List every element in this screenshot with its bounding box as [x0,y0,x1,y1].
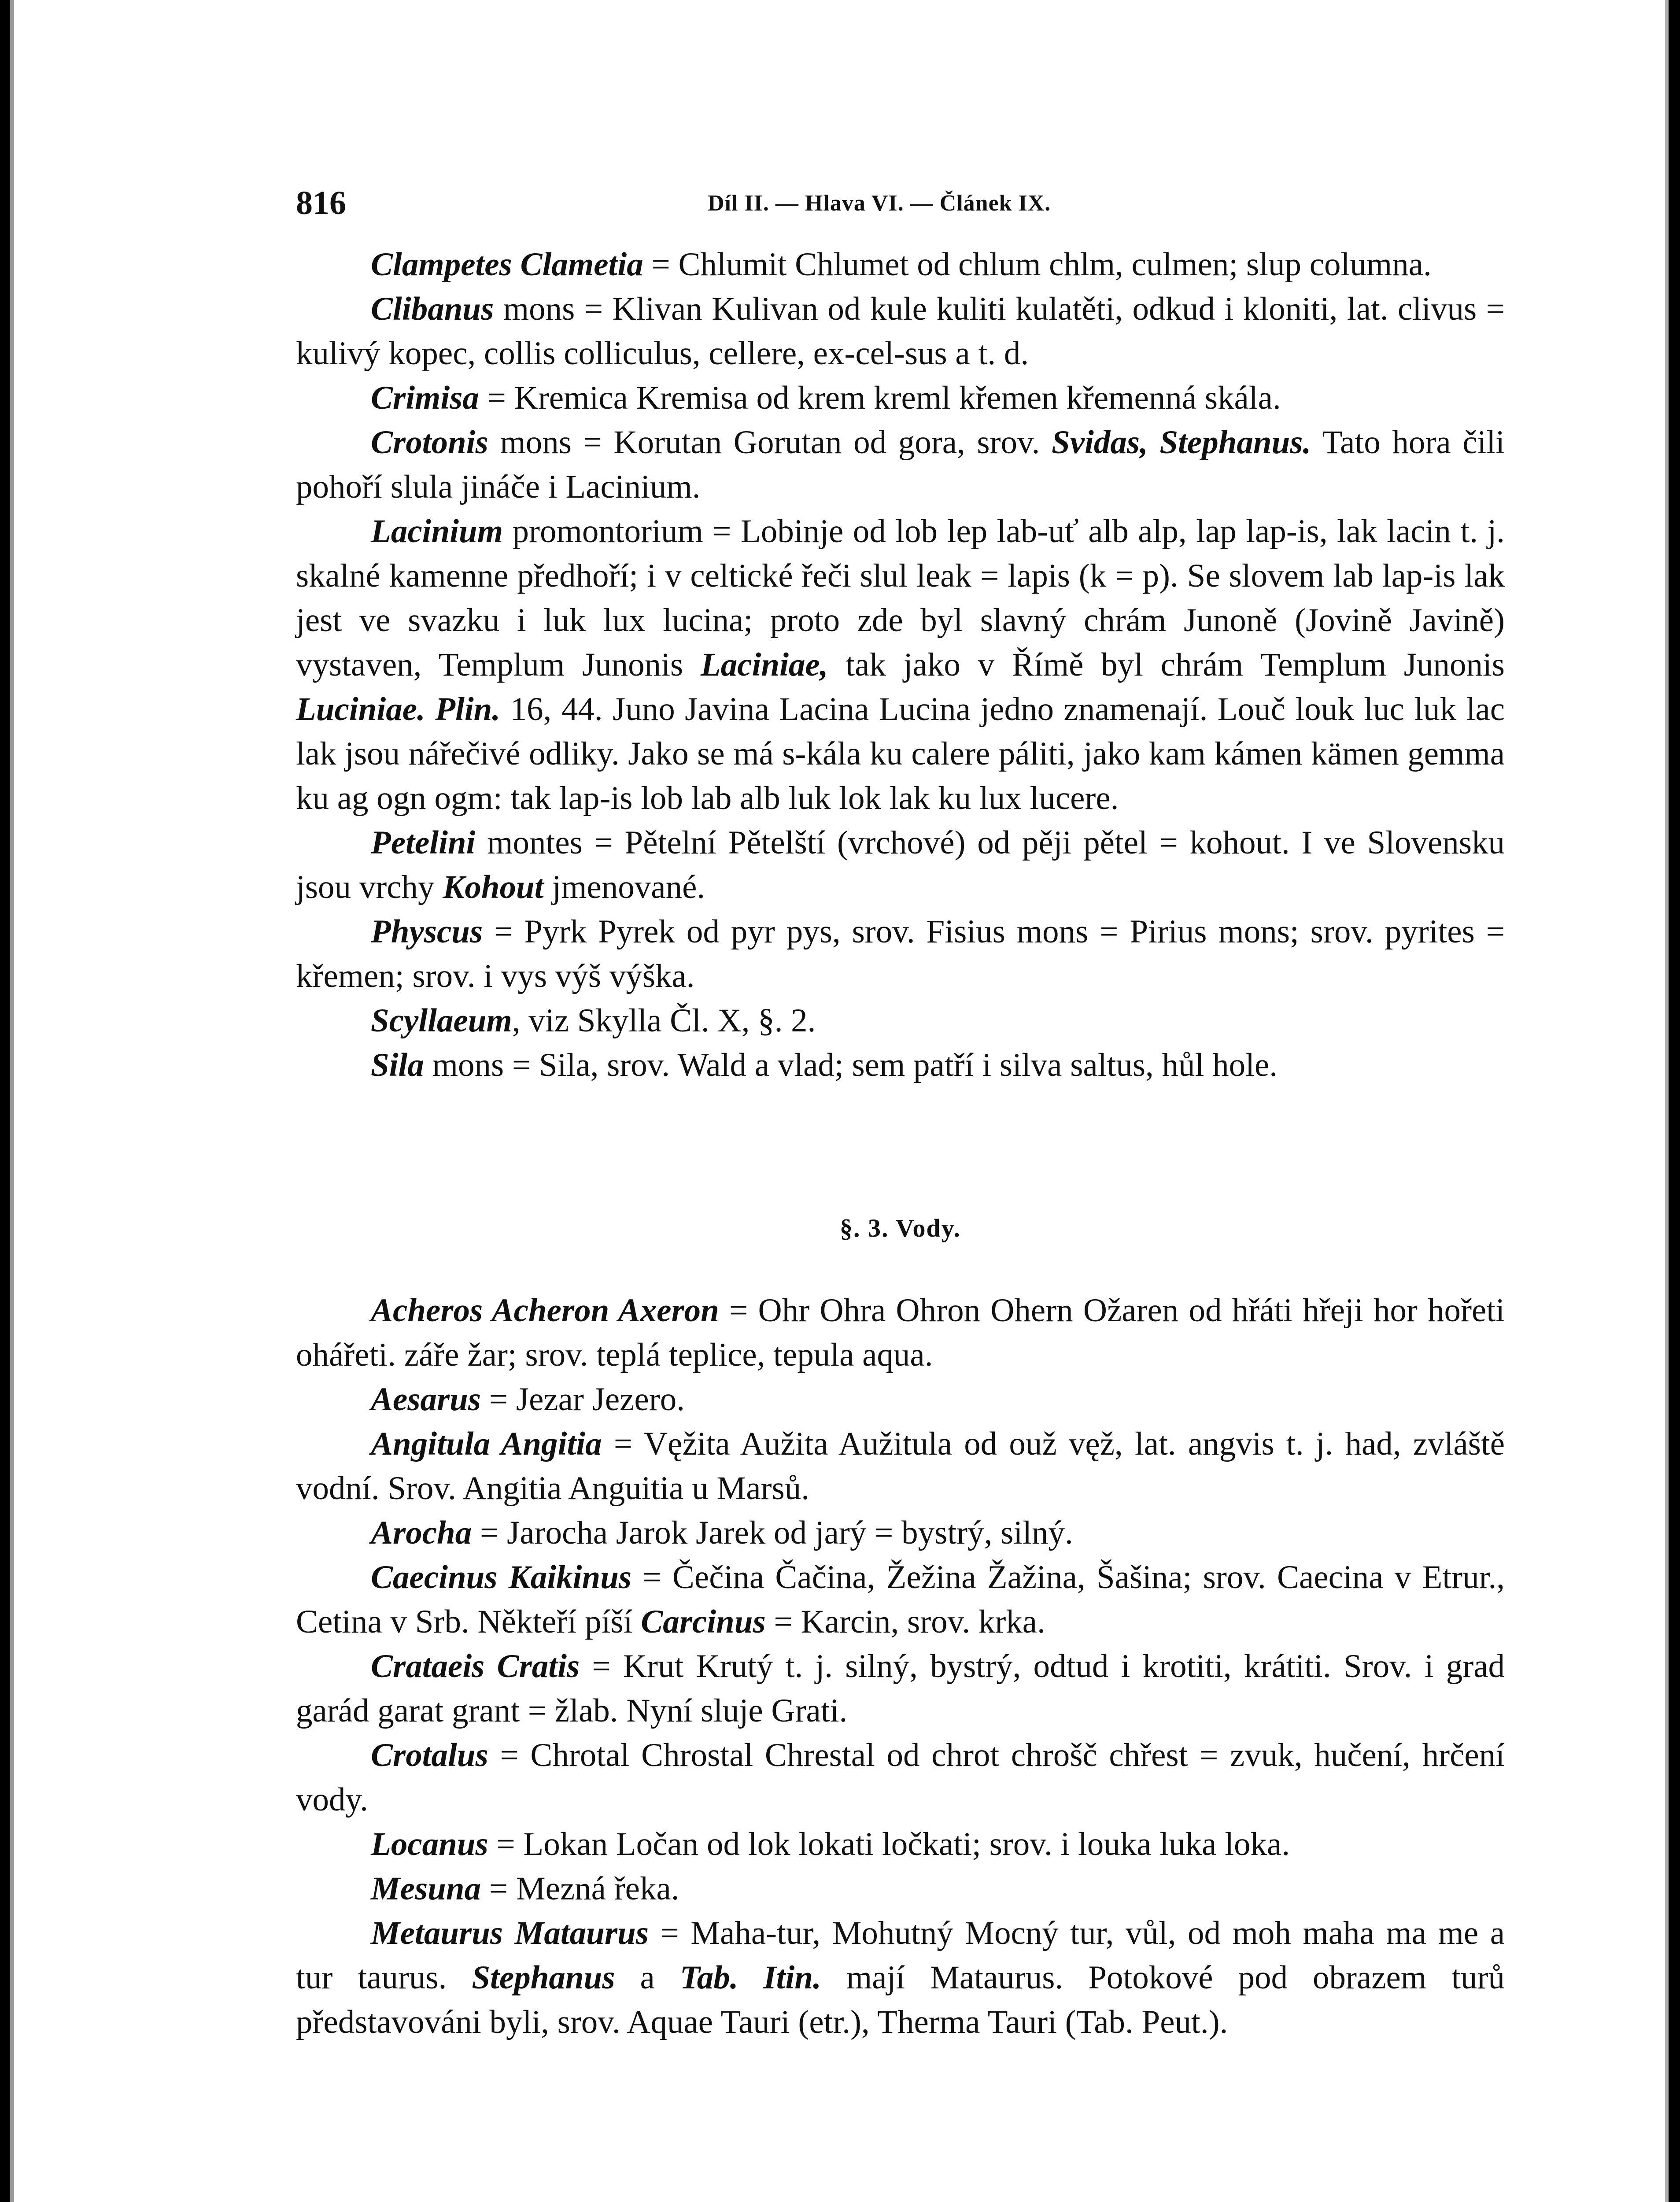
entry-term: Locanus [371,1826,488,1862]
entry-text: = Mezná řeka. [481,1870,679,1907]
entry-term: Petelini [371,824,476,861]
entry [296,376,1505,420]
entry-term: Tab. Itin. [679,1959,821,1996]
entry-text: mons = Korutan Gorutan od gora, srov. [488,424,1052,461]
entry-term: Metaurus Mataurus [371,1915,649,1951]
entry-text: = Kremica Kremisa od krem kreml křemen křemenná skála. [479,380,1281,416]
page-header [296,184,1503,224]
section-mountains [296,242,1505,1087]
page-number: 816 [296,185,346,222]
entry [296,909,1505,998]
entry-text: promontorium = Lobinje od lob lep lab-uť alb alp, lap lap-is, lak lacin t. j. skalné kamenne předhoří; i v celtické řeči slul leak = lapis (k = p). Se slovem lab lap-is lak jest ve svazku i luk lux lucina; proto zde byl slavný chrám Junoně (Jovině Javině) vystaven, Templum Junonis [296,513,1505,683]
entry-term: Svidas, Stephanus. [1052,424,1311,461]
entry-term: Acheros Acheron Axeron [371,1292,719,1329]
entry-text: a [615,1959,680,1996]
entry-text: = Pyrk Pyrek od pyr pys, srov. Fisius mons = Pirius mons; srov. pyrites = křemen; srov. i vys výš výška. [296,913,1505,994]
entry-term: Scyllaeum [371,1002,512,1039]
section-heading: §. 3. Vody. [839,1214,961,1242]
entry-term: Caecinus Kaikinus [371,1559,632,1596]
entry-term: Aesarus [371,1381,481,1418]
entry-term: Crimisa [371,380,479,416]
entry [296,287,1505,376]
entry [296,1288,1505,1377]
entry-term: Clibanus [371,291,494,327]
entry-text: , viz Skylla Čl. X, §. 2. [512,1002,816,1039]
entry-term: Lacinium [371,513,503,550]
scan-edge-right-shadow [1665,0,1669,2202]
entry [296,820,1505,909]
entry-text: = Vęžita Aužita Aužitula od ouž vęž, lat. angvis t. j. had, zvláště vodní. Srov. Angitia Anguitia u Marsů. [296,1426,1505,1507]
entry-text: mons = Klivan Kulivan od kule kuliti kulatěti, odkud i kloniti, lat. clivus = kulivý kopec, collis colliculus, cellere, ex-cel-sus a t. d. [296,291,1505,372]
entry [296,1511,1505,1555]
entry [296,1043,1505,1087]
entry [296,1822,1505,1866]
entry-text: mají Mataurus. Potokové pod obrazem turů představováni byli, srov. Aquae Tauri (etr.), Therma Tauri (Tab. Peut.). [296,1959,1505,2040]
entry [296,420,1505,509]
entry [296,998,1505,1043]
entry-term: Kohout [443,869,544,905]
entry-text: = Chlumit Chlumet od chlum chlm, culmen; slup columna. [643,246,1432,283]
running-head: Díl II. — Hlava VI. — Článek IX. [708,191,1051,216]
entry-text: = Krut Krutý t. j. silný, bystrý, odtud i krotiti, krátiti. Srov. i grad garád garat grant = žlab. Nyní sluje Grati. [296,1648,1505,1729]
entry-text: = Karcin, srov. krka. [765,1603,1045,1640]
entry-text: = Maha-tur, Mohutný Mocný tur, vůl, od moh maha ma me a tur taurus. [296,1915,1505,1996]
entry [296,1377,1505,1422]
entry-text: = Chrotal Chrostal Chrestal od chrot chrošč chřest = zvuk, hučení, hrčení vody. [296,1737,1505,1818]
entry-term: Laciniae, [700,647,828,683]
scan-edge-left-shadow [10,0,14,2202]
entry-term: Crotonis [371,424,488,461]
entry [296,1555,1505,1644]
entry-text: jmenované. [543,869,705,905]
entry-text: montes = Pětelní Pětelští (vrchové) od pěji pětel = kohout. I ve Slovensku jsou vrchy [296,824,1505,905]
entry-text: mons = Sila, srov. Wald a vlad; sem patří i silva saltus, hůl hole. [424,1047,1278,1083]
entry [296,1911,1505,2044]
entry [296,242,1505,287]
entry-term: Crotalus [371,1737,488,1773]
entry-term: Sila [371,1047,424,1083]
scan-edge-left [0,0,10,2202]
entry-text: = Ohr Ohra Ohron Ohern Ožaren od hřáti hřeji hor hořeti ohářeti. záře žar; srov. teplá teplice, tepula aqua. [296,1292,1505,1373]
entry-text: tak jako v Římě byl chrám Templum Junonis [828,647,1505,683]
entry-term: Arocha [371,1515,472,1551]
entry-term: Physcus [371,913,483,950]
entry [296,1733,1505,1822]
entry-term: Clampetes Clametia [371,246,643,283]
entry-term: Angitula Angitia [371,1426,602,1462]
entry-text: = Jezar Jezero. [481,1381,685,1418]
entry-term: Crataeis Cratis [371,1648,580,1685]
entry-term: Luciniae. Plin. [296,691,501,728]
entry-text: Tato hora čili pohoří slula jináče i Lacinium. [296,424,1505,505]
entry-text: = Jarocha Jarok Jarek od jarý = bystrý, silný. [472,1515,1073,1551]
entry-term: Stephanus [472,1959,615,1996]
entry [296,1866,1505,1911]
entry-text: = Čečina Čačina, Žežina Žažina, Šašina; srov. Caecina v Etrur., Cetina v Srb. Někteří píší [296,1559,1505,1640]
entry [296,1644,1505,1733]
entry-text: 16, 44. Juno Javina Lacina Lucina jedno znamenají. Louč louk luc luk lac lak jsou nářečivé odliky. Jako se má s-kála ku calere páliti, jako kam kámen kämen gemma ku ag ogn ogm: tak lap-is lob lab alb luk lok lak ku lux lucere. [296,691,1505,817]
entry [296,509,1505,820]
entry [296,1422,1505,1511]
entry-term: Mesuna [371,1870,481,1907]
section-waters [296,1288,1505,2044]
entry-text: = Lokan Ločan od lok lokati ločkati; srov. i louka luka loka. [488,1826,1290,1862]
scan-edge-right [1669,0,1680,2202]
entry-term: Carcinus [641,1603,766,1640]
